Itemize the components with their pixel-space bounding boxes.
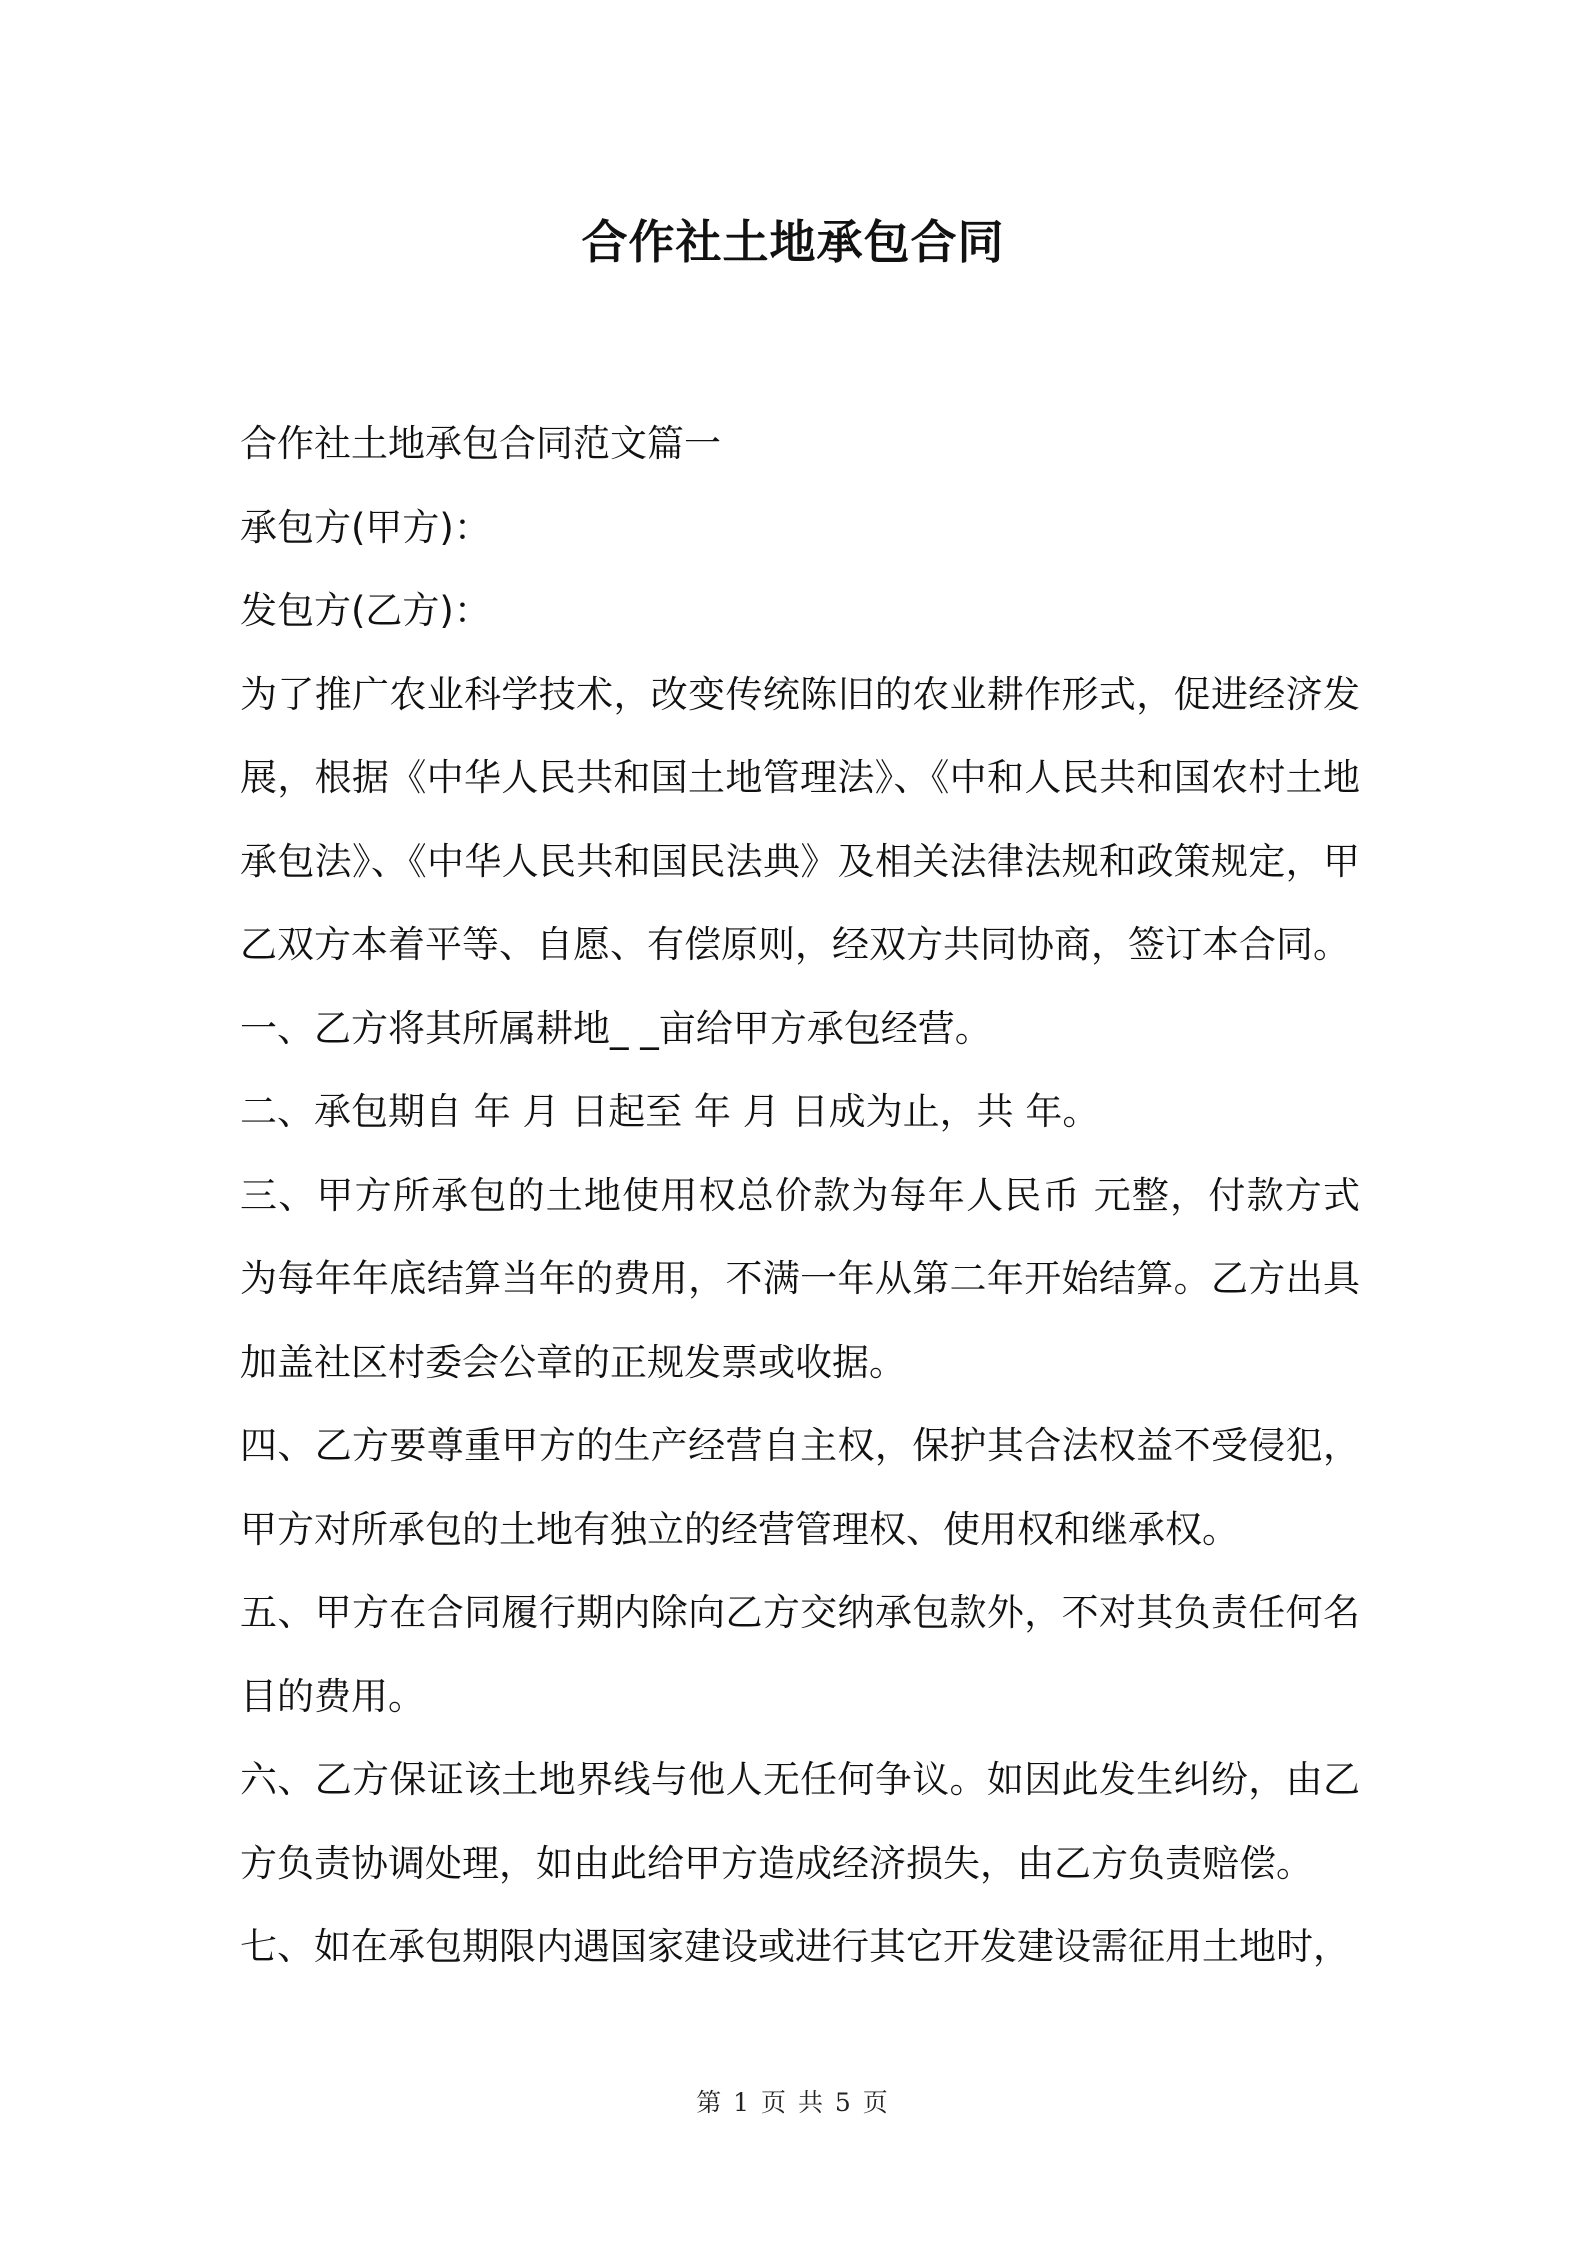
party-a-line: 承包方(甲方)： (240, 505, 491, 549)
clause-7: 七、如在承包期限内遇国家建设或进行其它开发建设需征用土地时， (240, 1925, 1350, 1968)
clause-1: 一、乙方将其所属耕地_ _亩给甲方承包经营。 (240, 1006, 992, 1050)
clause-6: 六、乙方保证该土地界线与他人无任何争议。如因此发生纠纷，由乙方负责协调处理，如由此给甲方造成经济损失，由乙方负责赔偿。 (240, 1758, 1360, 1885)
clause-3: 三、甲方所承包的土地使用权总价款为每年人民币 元整，付款方式为每年年底结算当年的费用，不满一年从第二年开始结算。乙方出具加盖社区村委会公章的正规发票或收据。 (240, 1173, 1360, 1384)
document-body (240, 402, 1360, 1989)
clause-5: 五、甲方在合同履行期内除向乙方交纳承包款外，不对其负责任何名目的费用。 (240, 1591, 1360, 1718)
party-b-line: 发包方(乙方)： (240, 589, 491, 632)
page-number-footer: 第 1 页 共 5 页 (696, 2088, 890, 2117)
clause-4: 四、乙方要尊重甲方的生产经营自主权，保护其合法权益不受侵犯，甲方对所承包的土地有独立的经营管理权、使用权和继承权。 (240, 1424, 1360, 1551)
document-title: 合作社土地承包合同 (581, 215, 1005, 269)
clause-2: 二、承包期自 年 月 日起至 年 月 日成为止，共 年。 (240, 1090, 1100, 1133)
section-heading: 合作社土地承包合同范文篇一 (240, 422, 721, 465)
preamble-paragraph: 为了推广农业科学技术，改变传统陈旧的农业耕作形式，促进经济发展，根据《中华人民共和国土地管理法》、《中和人民共和国农村土地承包法》、《中华人民共和国民法典》及相关法律法规和政策规定，甲乙双方本着平等、自愿、有偿原则，经双方共同协商，签订本合同。 (240, 672, 1360, 966)
